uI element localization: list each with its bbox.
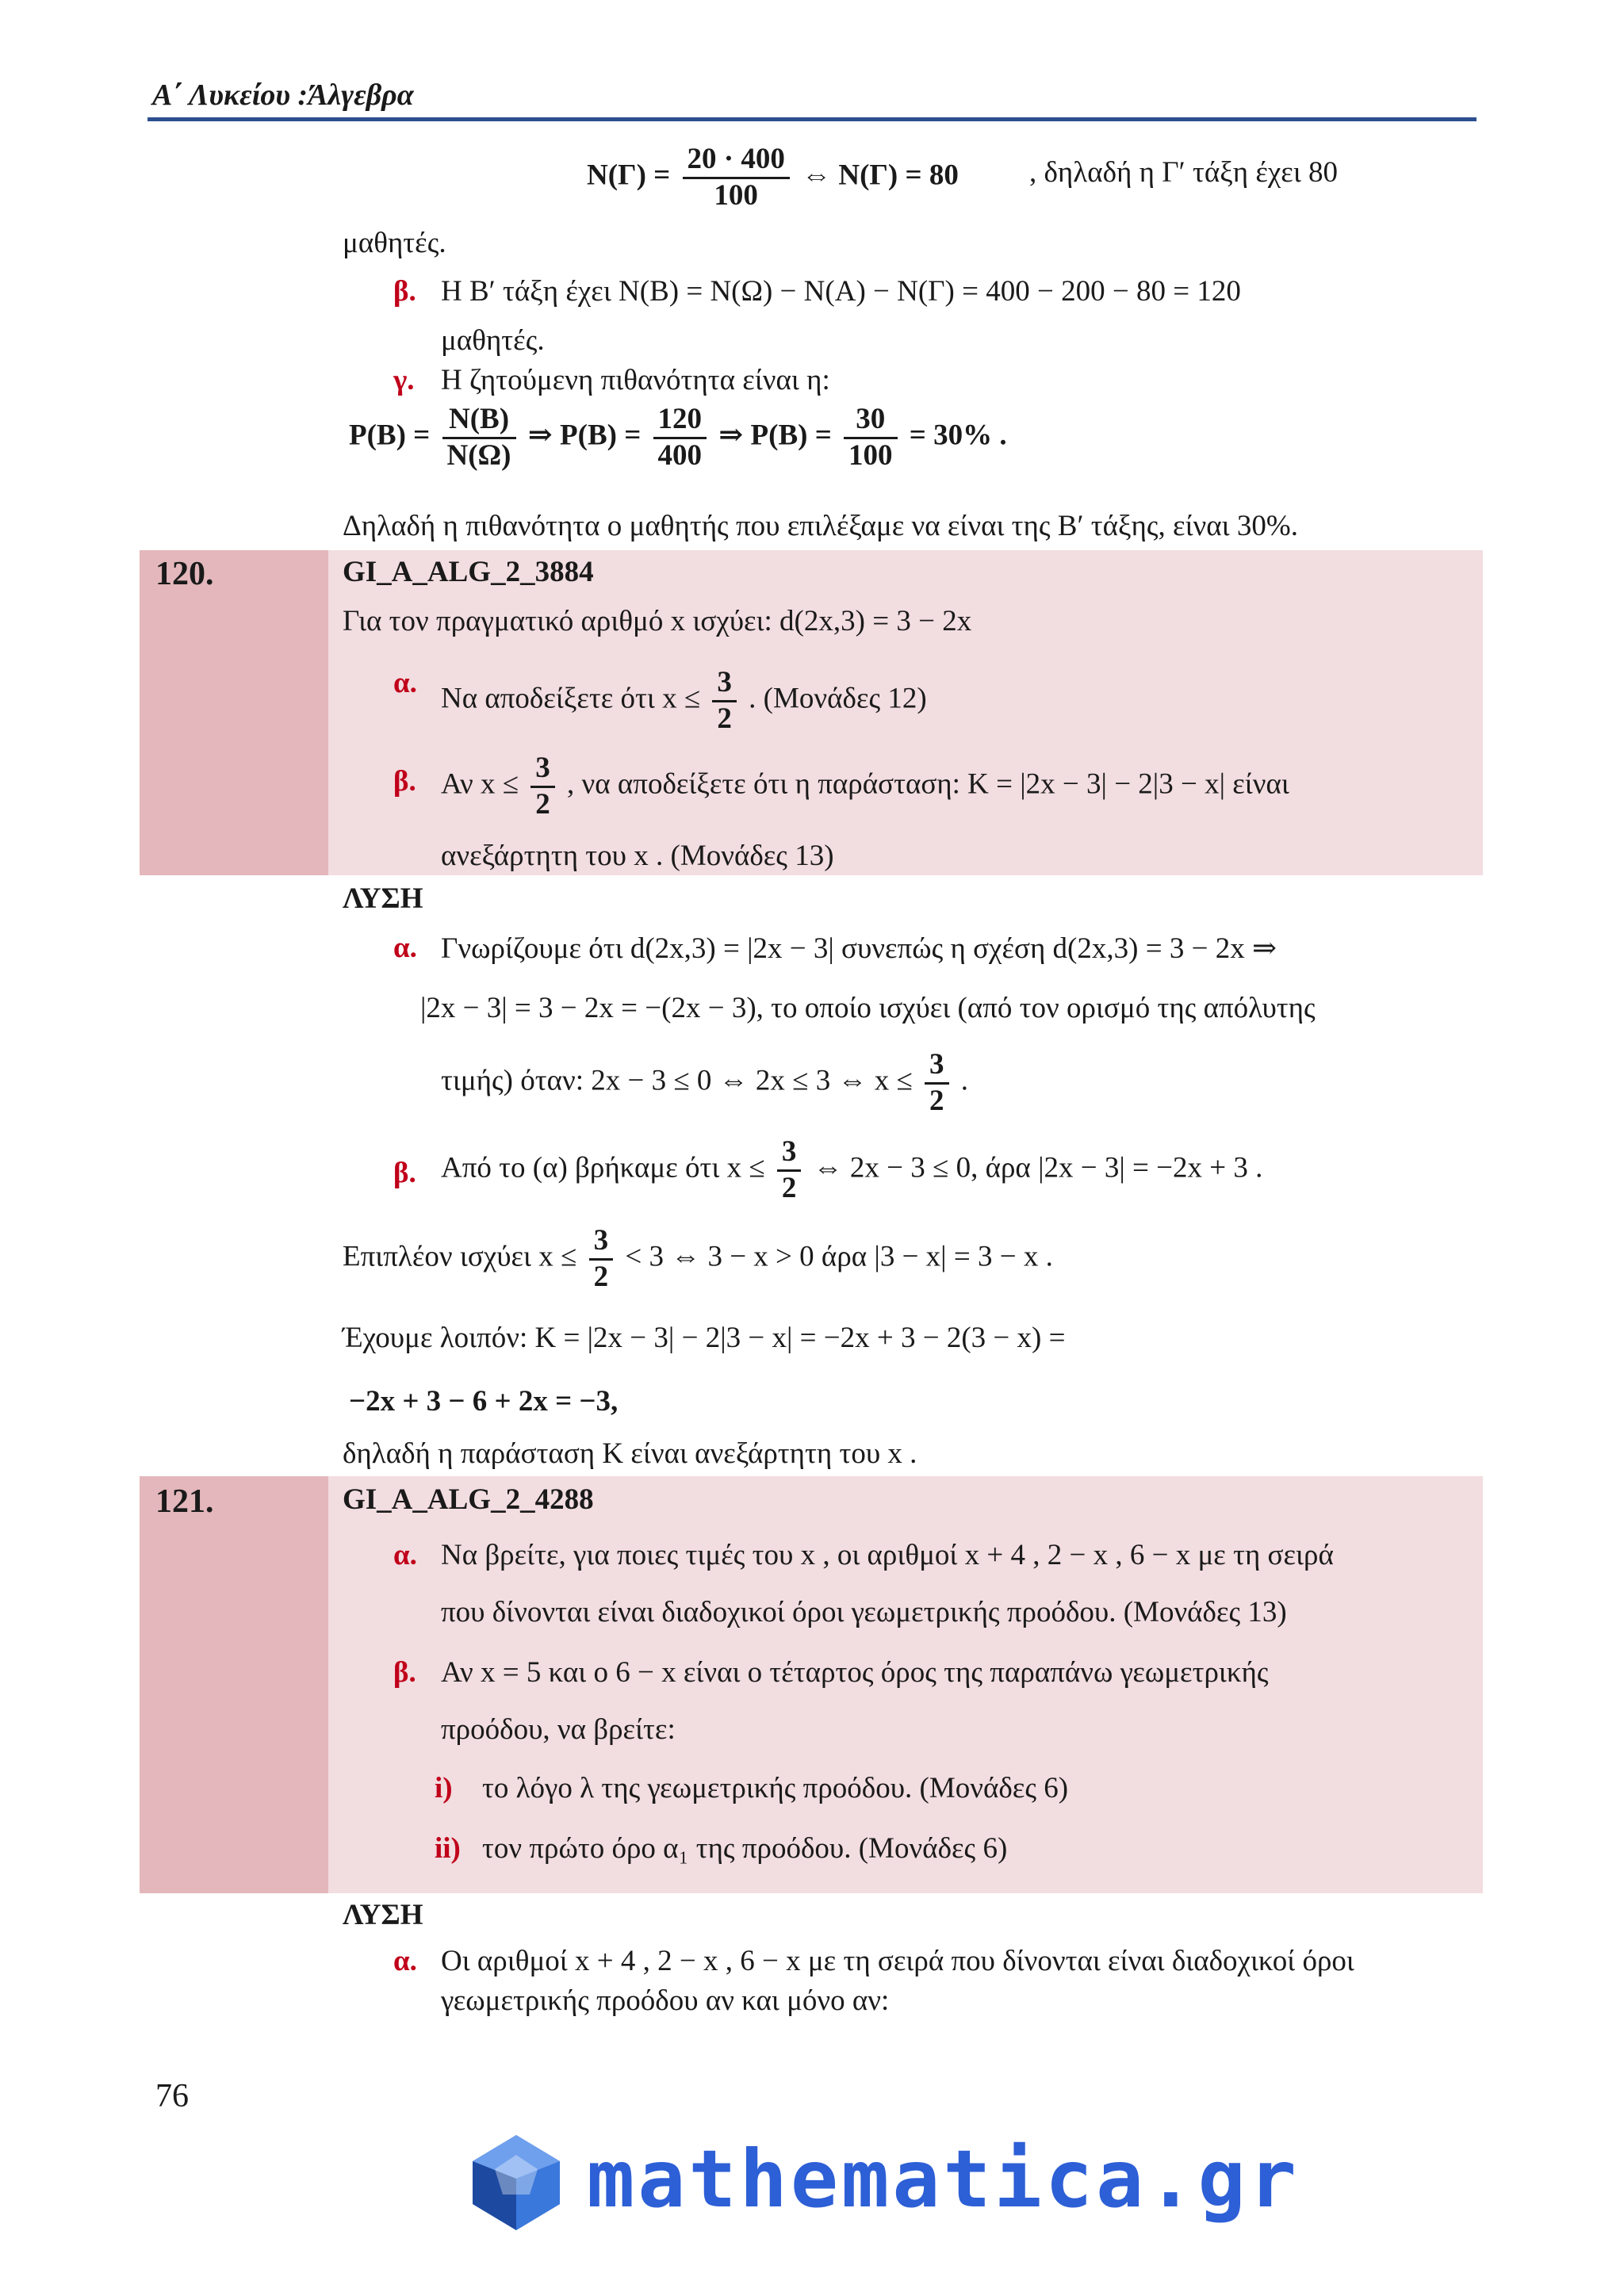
- sol120-b-fraction: $\frac{3}{2}$: [777, 1135, 802, 1205]
- ex120-b-question: Αν x ≤ $\frac{3}{2}$ , να αποδείξετε ότι η παράσταση: K = |2x − 3| − 2|3 − x| είναι: [441, 752, 1289, 821]
- ex120-b-question-cont: ανεξάρτητη του x . (Μονάδες 13): [441, 840, 834, 872]
- exercise-120-number: 120.: [155, 556, 214, 592]
- sol120-a-label: α.: [393, 932, 417, 964]
- page-number: 76: [155, 2078, 189, 2114]
- solution-120-title: ΛΥΣΗ: [343, 882, 423, 915]
- eq-n-gamma-text: , δηλαδή η Γ′ τάξη έχει 80: [1029, 156, 1339, 189]
- exercise-120-number-cell: [140, 550, 328, 875]
- students-text: μαθητές.: [343, 227, 446, 259]
- probability-equation: P(B) = $\frac{N(B)}{N(\Omega)}$ ⇒ P(B) = $\frac{120}{400}$ ⇒ P(B) = $\frac{30}{100}$ = 30% .: [349, 403, 1007, 472]
- sol120-a-line2: |2x − 3| = 3 − 2x = −(2x − 3), το οποίο ισχύει (από τον ορισμό της απόλυτης: [420, 992, 1316, 1024]
- ex120-a-fraction: $\frac{3}{2}$: [712, 666, 737, 736]
- ex121-a-line1: Να βρείτε, για ποιες τιμές του x , οι αριθμοί x + 4 , 2 − x , 6 − x με τη σειρά: [441, 1539, 1334, 1571]
- beta-label: β.: [393, 275, 416, 308]
- header-rule: [147, 117, 1477, 121]
- ex121-b-line2: προόδου, να βρείτε:: [441, 1713, 676, 1746]
- sol120-extra-line: Επιπλέον ισχύει x ≤ $\frac{3}{2}$ < 3 ⇔ 3 − x > 0 άρα |3 − x| = 3 − x .: [343, 1224, 1053, 1293]
- ex121-i-label: i): [435, 1772, 453, 1804]
- ex121-ii-label: ii): [435, 1832, 461, 1865]
- sol120-b-line1: Από το (α) βρήκαμε ότι x ≤ $\frac{3}{2}$ ⇔ 2x − 3 ≤ 0, άρα |2x − 3| = −2x + 3 .: [441, 1135, 1263, 1204]
- ex121-a-label: α.: [393, 1539, 417, 1571]
- header-title: Α΄ Λυκείου :Άλγεβρα: [152, 78, 414, 112]
- ex121-b-line1: Αν x = 5 και ο 6 − x είναι ο τέταρτος όρος της παραπάνω γεωμετρικής: [441, 1656, 1269, 1689]
- eq-n-gamma-fraction: $\frac{20 \cdot 400}{100}$: [683, 143, 790, 212]
- exercise-121-number: 121.: [155, 1483, 214, 1520]
- sol120-a-line1: Γνωρίζουμε ότι d(2x,3) = |2x − 3| συνεπώς η σχέση d(2x,3) = 3 − 2x ⇒: [441, 932, 1277, 965]
- gamma-text: Η ζητούμενη πιθανότητα είναι η:: [441, 364, 830, 396]
- sol120-extra-fraction: $\frac{3}{2}$: [589, 1224, 614, 1294]
- ex121-b-label: β.: [393, 1656, 416, 1689]
- ex121-a-line2: που δίνονται είναι διαδοχικοί όροι γεωμετρικής προόδου. (Μονάδες 13): [441, 1596, 1287, 1628]
- eq-n-gamma-lhs: N(Γ) =: [587, 159, 671, 192]
- sol120-k-result: −2x + 3 − 6 + 2x = −3,: [349, 1385, 619, 1418]
- conclusion-text: Δηλαδή η πιθανότητα ο μαθητής που επιλέξαμε να είναι της Β′ τάξης, είναι 30%.: [343, 510, 1298, 542]
- sol121-a-line1: Οι αριθμοί x + 4 , 2 − x , 6 − x με τη σειρά που δίνονται είναι διαδοχικοί όροι: [441, 1945, 1354, 1977]
- sol120-k-line: Έχουμε λοιπόν: K = |2x − 3| − 2|3 − x| = −2x + 3 − 2(3 − x) =: [343, 1322, 1066, 1354]
- prob-frac-1: $\frac{N(B)}{N(\Omega)}$: [442, 403, 516, 473]
- exercise-120-code: GI_A_ALG_2_3884: [343, 556, 594, 588]
- logo-text: mathematica.gr: [587, 2133, 1300, 2225]
- sol120-conclusion: δηλαδή η παράσταση K είναι ανεξάρτητη του x .: [343, 1437, 917, 1470]
- ex120-b-fraction: $\frac{3}{2}$: [530, 752, 555, 821]
- ex120-b-label: β.: [393, 765, 416, 798]
- exercise-121-code: GI_A_ALG_2_4288: [343, 1483, 594, 1516]
- eq-n-gamma-rhs: ⇔ N(Γ) = 80: [802, 159, 959, 192]
- sol121-a-line2: γεωμετρικής προόδου αν και μόνο αν:: [441, 1984, 890, 2017]
- ex121-i-text: το λόγο λ της γεωμετρικής προόδου. (Μονάδες 6): [482, 1772, 1069, 1804]
- dodecahedron-logo-icon: [465, 2131, 568, 2238]
- prob-frac-2: $\frac{120}{400}$: [653, 403, 707, 473]
- ex120-a-label: α.: [393, 667, 417, 699]
- prob-frac-3: $\frac{30}{100}$: [844, 403, 898, 473]
- beta-text: Η Β′ τάξη έχει N(B) = N(Ω) − N(A) − N(Γ) = 400 − 200 − 80 = 120: [441, 275, 1241, 308]
- sol120-b-label: β.: [393, 1157, 416, 1189]
- beta-text2: μαθητές.: [441, 324, 545, 357]
- exercise-120-intro: Για τον πραγματικό αριθμό x ισχύει: d(2x,3) = 3 − 2x: [343, 605, 972, 637]
- exercise-121-number-cell: [140, 1476, 328, 1893]
- solution-121-title: ΛΥΣΗ: [343, 1899, 423, 1931]
- sol120-a-fraction: $\frac{3}{2}$: [925, 1048, 949, 1118]
- gamma-label: γ.: [393, 364, 415, 396]
- sol120-a-line3: τιμής) όταν: 2x − 3 ≤ 0 ⇔ 2x ≤ 3 ⇔ x ≤ $\frac{3}{2}$ .: [441, 1048, 969, 1117]
- ex120-a-question: Να αποδείξετε ότι x ≤ $\frac{3}{2}$ . (Μονάδες 12): [441, 666, 927, 735]
- ex121-ii-text: τον πρώτο όρο α₁ της προόδου. (Μονάδες 6): [482, 1832, 1008, 1865]
- sol121-a-label: α.: [393, 1945, 417, 1977]
